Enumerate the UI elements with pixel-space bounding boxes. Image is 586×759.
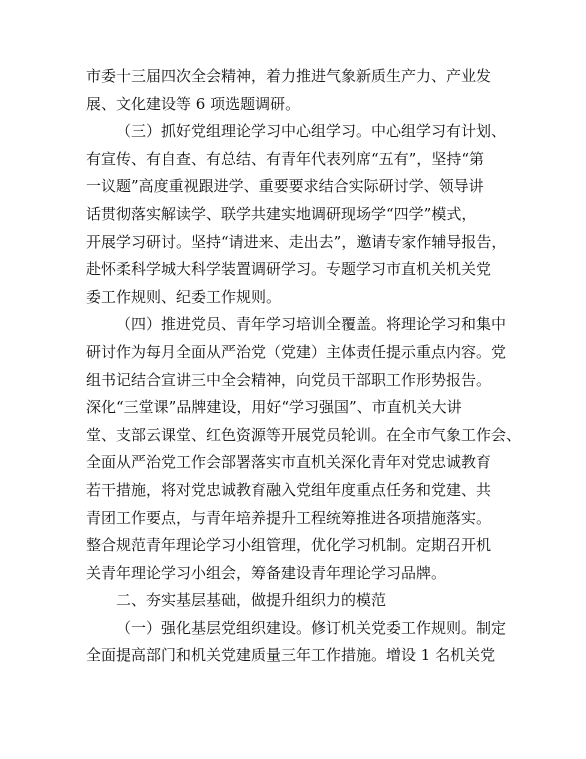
text-line: 深化“三堂课”品牌建设，用好“学习强国”、市直机关大讲 [86, 398, 462, 417]
text-line: 二、夯实基层基础，做提升组织力的模范 [116, 591, 387, 610]
text-line: 一议题”高度重视跟进学、重要要求结合实际研讨学、领导讲 [86, 177, 484, 196]
text-line: （三）抓好党组理论学习中心组学习。中心组学习有计划、 [116, 122, 507, 141]
text-line: 青团工作要点，与青年培养提升工程统筹推进各项措施落实。 [86, 508, 492, 527]
section-heading [86, 587, 500, 615]
paragraph [86, 615, 507, 670]
text-line: 赴怀柔科学城大科学装置调研学习。专题学习市直机关机关党 [86, 260, 492, 279]
text-line: 委工作规则、纪委工作规则。 [86, 287, 282, 306]
text-line: 展、文化建设等 6 项选题调研。 [86, 94, 301, 113]
text-line: 若干措施，将对党忠诚教育融入党组年度重点任务和党建、共 [86, 480, 492, 499]
text-line: 整合规范青年理论学习小组管理，优化学习机制。定期召开机 [86, 536, 492, 555]
text-line: 组书记结合宣讲三中全会精神，向党员干部职工作形势报告。 [86, 370, 492, 389]
text-line: 全面从严治党工作会部署落实市直机关深化青年对党忠诚教育 [86, 453, 492, 472]
text-line: 话贯彻落实解读学、联学共建实地调研现场学“四学”模式， [86, 204, 477, 223]
paragraph [86, 63, 500, 118]
text-line: （一）强化基层党组织建设。修订机关党委工作规则。制定 [116, 618, 507, 637]
text-line: 开展学习研讨。坚持“请进来、走出去”，邀请专家作辅导报告， [86, 232, 507, 251]
text-line: 全面提高部门和机关党建质量三年工作措施。增设 1 名机关党 [86, 646, 496, 665]
text-line: 关青年理论学习小组会，筹备建设青年理论学习品牌。 [86, 563, 447, 582]
text-line: 堂、支部云课堂、红色资源等开展党员轮训。在全市气象工作会、 [86, 425, 522, 444]
text-line: （四）推进党员、青年学习培训全覆盖。将理论学习和集中 [116, 315, 507, 334]
text-line: 市委十三届四次全会精神，着力推进气象新质生产力、产业发 [86, 67, 492, 85]
document-body [86, 63, 522, 670]
text-line: 有宣传、有自查、有总结、有青年代表列席“五有”，坚持“第 [86, 149, 485, 168]
paragraph [86, 311, 522, 587]
text-line: 研讨作为每月全面从严治党（党建）主体责任提示重点内容。党 [86, 342, 507, 361]
paragraph [86, 118, 507, 311]
